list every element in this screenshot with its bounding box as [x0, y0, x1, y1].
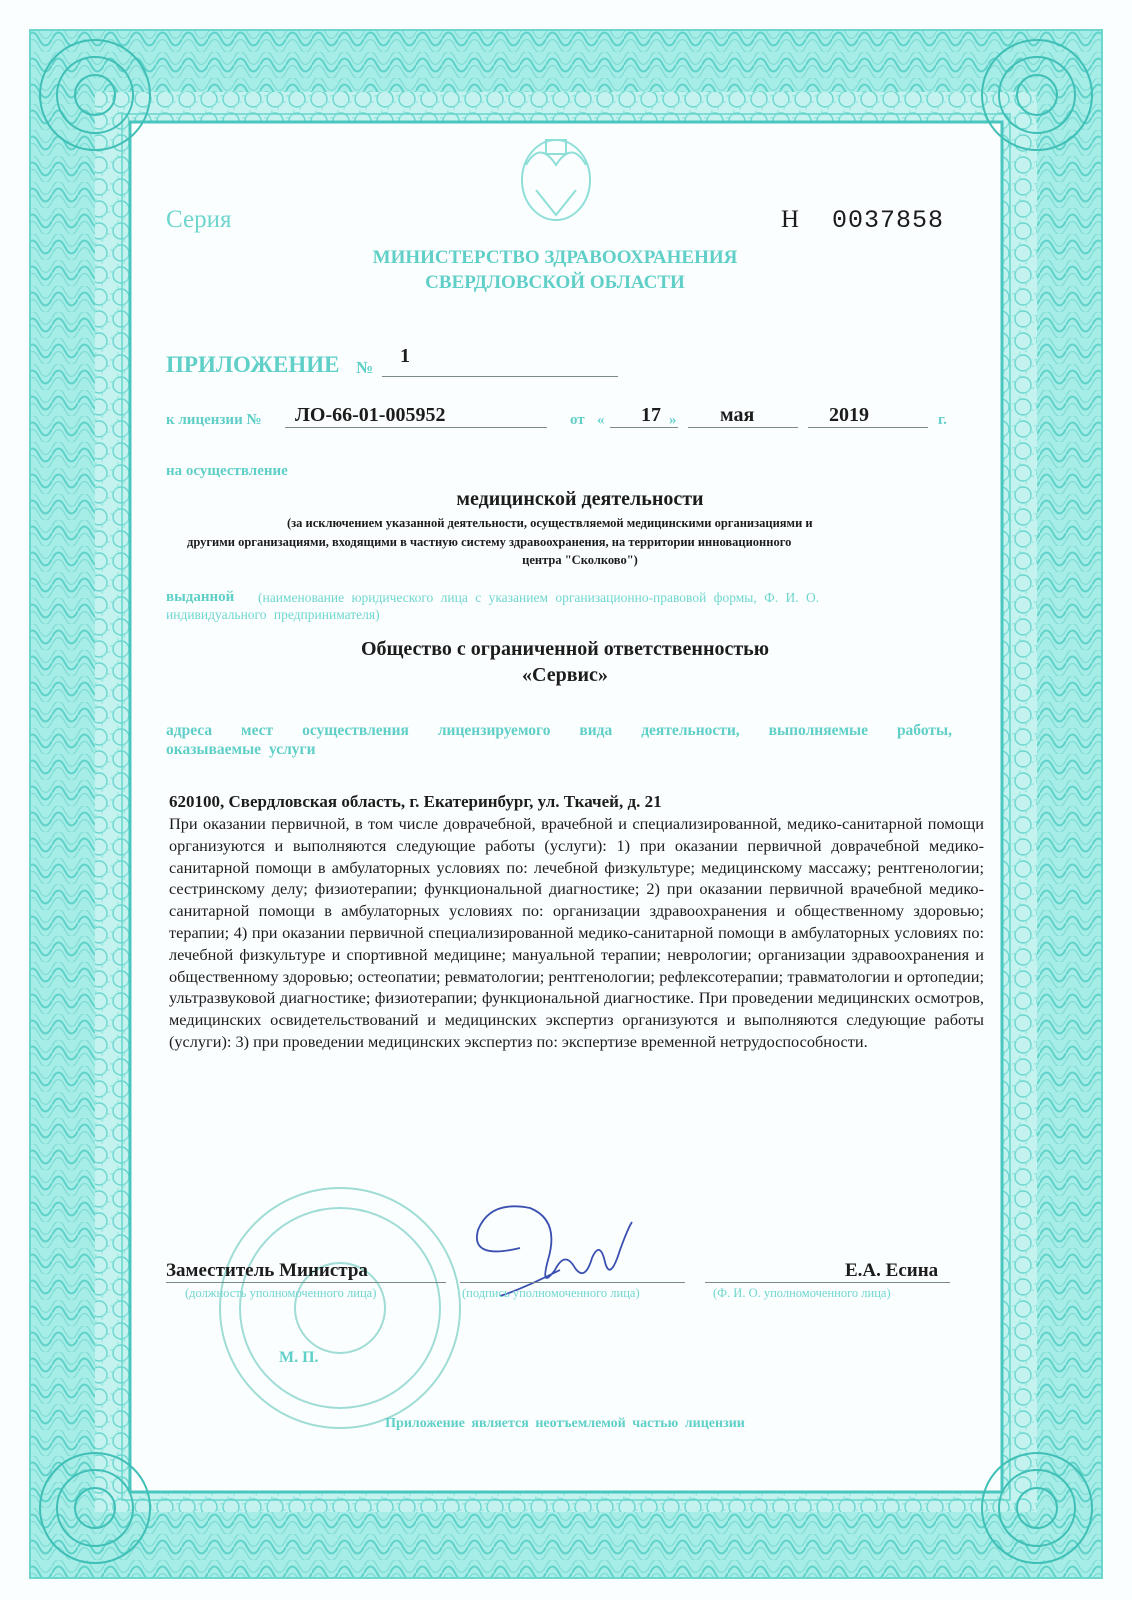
quote-open: «: [597, 412, 605, 428]
license-number: ЛО-66-01-005952: [295, 404, 446, 426]
ministry-line-1: МИНИСТЕРСТВО ЗДРАВООХРАНЕНИЯ: [372, 247, 738, 268]
stamp-place-label: М. П.: [279, 1349, 319, 1366]
signature-hint: (подпись уполномоченного лица): [462, 1286, 640, 1300]
organization-name-line-2: «Сервис»: [522, 664, 608, 686]
license-number-line: [285, 427, 547, 428]
year-line: [808, 427, 928, 428]
license-year: 2019: [829, 404, 869, 426]
addresses-label-line-2: оказываемые услуги: [166, 741, 316, 758]
series-number: 0037858: [832, 206, 945, 235]
month-line: [688, 427, 798, 428]
day-line: [610, 427, 678, 428]
license-from: от: [570, 412, 585, 428]
license-prefix: к лицензии №: [166, 412, 262, 428]
appendix-label: ПРИЛОЖЕНИЕ: [166, 352, 340, 377]
activity-address: 620100, Свердловская область, г. Екатеринбург, ул. Ткачей, д. 21: [169, 792, 662, 811]
activity-title: медицинской деятельности: [456, 488, 704, 510]
activity-note-line-2: другими организациями, входящими в частную систему здравоохранения, на территории инновационного: [187, 535, 792, 549]
organization-name-line-1: Общество с ограниченной ответственностью: [360, 638, 770, 660]
name-line: [705, 1282, 950, 1283]
works-services-text: При оказании первичной, в том числе доврачебной, врачебной и специализированной, медико-санитарной помощи организуются и выполняются следующие работы (услуги): 1) при оказании первичной доврачебной медико-санитарной помощи в амбулаторных условиях по: лечебной физкультуре; медицинскому массажу; рентгенологии; сестринскому делу; физиотерапии; функциональной диагностике; 2) при оказании первичной врачебной медико-санитарной помощи в амбулаторных условиях по: организации здравоохранения и общественному здоровью; терапии; 4) при оказании первичной специализированной медико-санитарной помощи в амбулаторных условиях по: лечебной физкультуре и спортивной медицине; мануальной терапии; неврологии; организации здравоохранения и общественному здоровью; остеопатии; ревматологии; рентгенологии; рефлексотерапии; травматологии и ортопедии; ультразвуковой диагностике; физиотерапии; функциональной диагностике. При проведении медицинских осмотров, медицинских освидетельствований и медицинских экспертиз организуются и выполняются следующие работы (услуги): 3) при проведении медицинских экспертиз по: экспертизе временной нетрудоспособности.: [169, 814, 984, 1051]
ministry-line-2: СВЕРДЛОВСКОЙ ОБЛАСТИ: [425, 272, 685, 293]
footer-note: Приложение является неотъемлемой частью лицензии: [385, 1416, 745, 1431]
series-label: Серия: [166, 206, 232, 233]
license-year-suffix: г.: [938, 412, 947, 428]
issued-label: выданной: [166, 589, 235, 605]
activity-label: на осуществление: [166, 463, 288, 479]
position-line: [166, 1282, 446, 1283]
appendix-number: 1: [400, 345, 410, 367]
quote-close: »: [669, 412, 677, 428]
issued-hint-line-2: индивидуального предпринимателя): [166, 607, 380, 622]
appendix-num-sign: №: [356, 358, 374, 377]
position-hint: (должность уполномоченного лица): [185, 1286, 377, 1300]
signatory-name: Е.А. Есина: [845, 1260, 939, 1281]
series-letter: Н: [781, 206, 800, 233]
activity-note-line-1: (за исключением указанной деятельности, осуществляемой медицинскими организациями и: [287, 516, 813, 530]
issued-hint-line-1: (наименование юридического лица с указанием организационно-правовой формы, Ф. И. О.: [258, 590, 820, 605]
license-day: 17: [641, 404, 661, 426]
name-hint: (Ф. И. О. уполномоченного лица): [713, 1286, 891, 1300]
signature-line: [460, 1282, 685, 1283]
activity-note-line-3: центра "Сколково"): [522, 553, 638, 567]
addresses-label-line-1: адреса мест осуществления лицензируемого вида деятельности, выполняемые работы,: [166, 722, 952, 739]
signatory-position: Заместитель Министра: [166, 1260, 368, 1281]
appendix-number-line: [382, 376, 618, 377]
license-month: мая: [720, 404, 755, 426]
